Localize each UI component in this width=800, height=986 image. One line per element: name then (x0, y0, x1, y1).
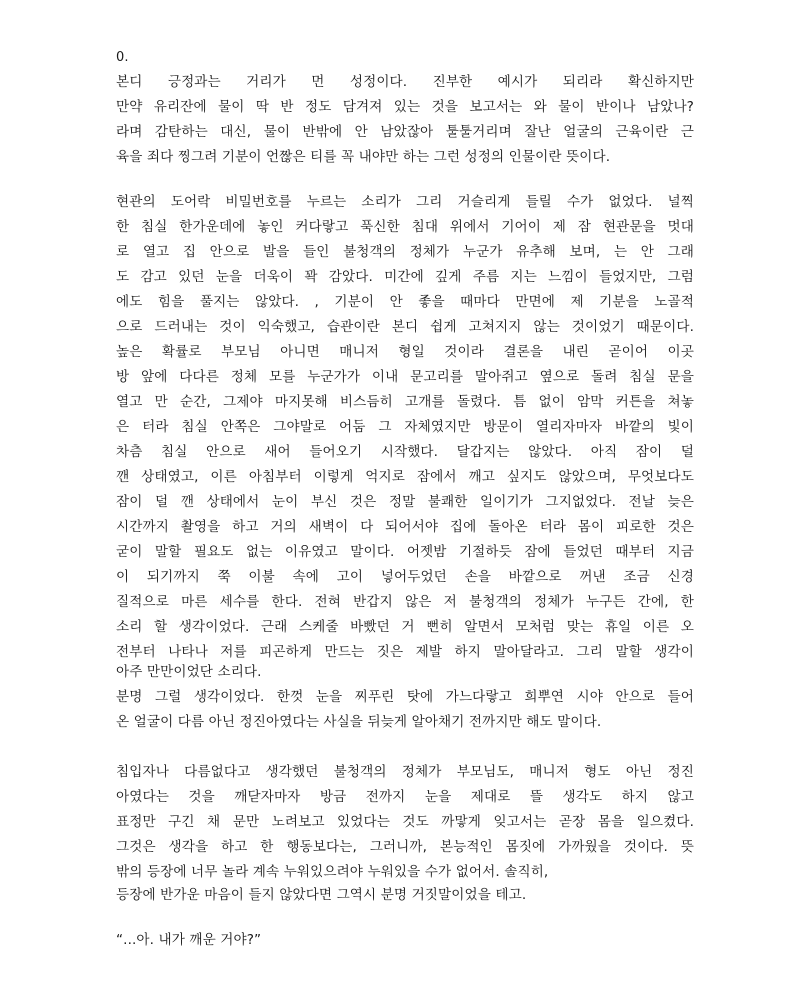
text-line: 등장에 반가운 마음이 들지 않았다면 그역시 분명 거짓말이었을 테고. (116, 887, 527, 903)
text-line: 로 열고 집 안으로 발을 들인 불청객의 정체가 누군가 유추해 보며, 는 안 그래 (116, 244, 694, 260)
text-line: 그것은 생각을 하고 한 행동보다는, 그러니까, 본능적인 몸짓에 가까웠을 것이다. 뜻 (116, 839, 694, 855)
text-line: 깬 상태였고, 이른 아침부터 이렇게 억지로 잠에서 깨고 싶지도 않았으며, 무엇보다도 (116, 469, 694, 485)
dialogue-line: “...아. 내가 깨운 거야?” (116, 932, 262, 948)
text-line: 한 침실 한가운데에 놓인 커다랗고 푹신한 침대 위에서 기어이 제 잠 현관문을 멋대 (116, 219, 694, 235)
text-line: 에도 힘을 풀지는 않았다. , 기분이 안 좋을 때마다 만면에 제 기분을 노골적 (116, 294, 694, 310)
text-line: 이 되기까지 쭉 이불 속에 고이 넣어두었던 손을 바깥으로 꺼낸 조금 신경 (116, 569, 694, 585)
text-line: 표정만 구긴 채 문만 노려보고 있었다는 것도 까맣게 잊고서는 곧장 몸을 일으켰다. (116, 814, 694, 830)
text-line: 라며 감탄하는 대신, 물이 반밖에 안 남았잖아 툴툴거리며 잘난 얼굴의 근육이란 근 (116, 124, 694, 140)
text-line: 분명 그럴 생각이었다. 한껏 눈을 찌푸린 탓에 가느다랗고 희뿌연 시야 안으로 들어 (116, 689, 694, 705)
text-line: 차츰 침실 안으로 새어 들어오기 시작했다. 달갑지는 않았다. 아직 잠이 덜 (116, 444, 694, 460)
text-line: 침입자나 다름없다고 생각했던 불청객의 정체가 부모님도, 매니저 형도 아닌 정진 (116, 764, 694, 780)
text-line: 시간까지 촬영을 하고 거의 새벽이 다 되어서야 집에 돌아온 터라 몸이 피로한 것은 (116, 519, 694, 535)
text-line: 육을 죄다 찡그려 기분이 언짢은 티를 꼭 내야만 하는 그런 성정의 인물이란 뜻이다. (116, 149, 611, 165)
text-line: 본디 긍정과는 거리가 먼 성정이다. 진부한 예시가 되리라 확신하지만 (116, 74, 694, 90)
text-line: 온 얼굴이 다름 아닌 정진아였다는 사실을 뒤늦게 알아채기 전까지만 해도 말이다. (116, 714, 602, 730)
text-line: 잠이 덜 깬 상태에서 눈이 부신 것은 정말 불쾌한 일이기가 그지없었다. 전날 늦은 (116, 494, 694, 510)
text-line: 방 앞에 다다른 정체 모를 누군가가 이내 문고리를 말아쥐고 옆으로 돌려 침실 문을 (116, 369, 694, 385)
text-line: 은 터라 침실 안쪽은 그야말로 어둠 그 자체였지만 방문이 열리자마자 바깥의 빛이 (116, 419, 694, 435)
text-line: 도 감고 있던 눈을 더욱이 꽉 감았다. 미간에 깊게 주름 지는 느낌이 들었지만, 그럼 (116, 269, 694, 285)
text-line: 현관의 도어락 비밀번호를 누르는 소리가 그리 거슬리게 들릴 수가 없었다. 널찍 (116, 194, 694, 210)
text-line: 만약 유리잔에 물이 딱 반 정도 담겨져 있는 것을 보고서는 와 물이 반이나 남았나? (116, 99, 694, 115)
text-line: 질적으로 마른 세수를 한다. 전혀 반갑지 않은 저 불청객의 정체가 누구든 간에, 한 (116, 594, 694, 610)
text-line: 굳이 말할 필요도 없는 이유였고 말이다. 어젯밤 기절하듯 잠에 들었던 때부터 지금 (116, 544, 694, 560)
text-line: 아였다는 것을 깨닫자마자 방금 전까지 눈을 제대로 뜰 생각도 하지 않고 (116, 789, 694, 805)
text-line: 열고 만 순간, 그제야 마지못해 비스듬히 고개를 돌렸다. 틈 없이 암막 커튼을 쳐놓 (116, 394, 694, 410)
page-marker: 0. (116, 50, 129, 65)
text-line: 으로 드러내는 것이 익숙했고, 습관이란 본디 쉽게 고쳐지지 않는 것이었기 때문이다. (116, 319, 694, 335)
text-line: 아주 만만이었단 소리다. (116, 664, 262, 680)
text-line: 전부터 나타나 저를 피곤하게 만드는 짓은 제발 하지 말아달라고. 그리 말할 생각이 (116, 644, 694, 660)
text-line: 높은 확률로 부모님 아니면 매니저 형일 것이라 결론을 내린 곧이어 이곳 (116, 344, 694, 360)
text-line: 밖의 등장에 너무 놀라 계속 누워있으려야 누워있을 수가 없어서. 솔직히, (116, 864, 549, 880)
text-line: 소리 할 생각이었다. 근래 스케줄 바빴던 거 뻔히 알면서 모처럼 맞는 휴일 이른 오 (116, 619, 694, 635)
